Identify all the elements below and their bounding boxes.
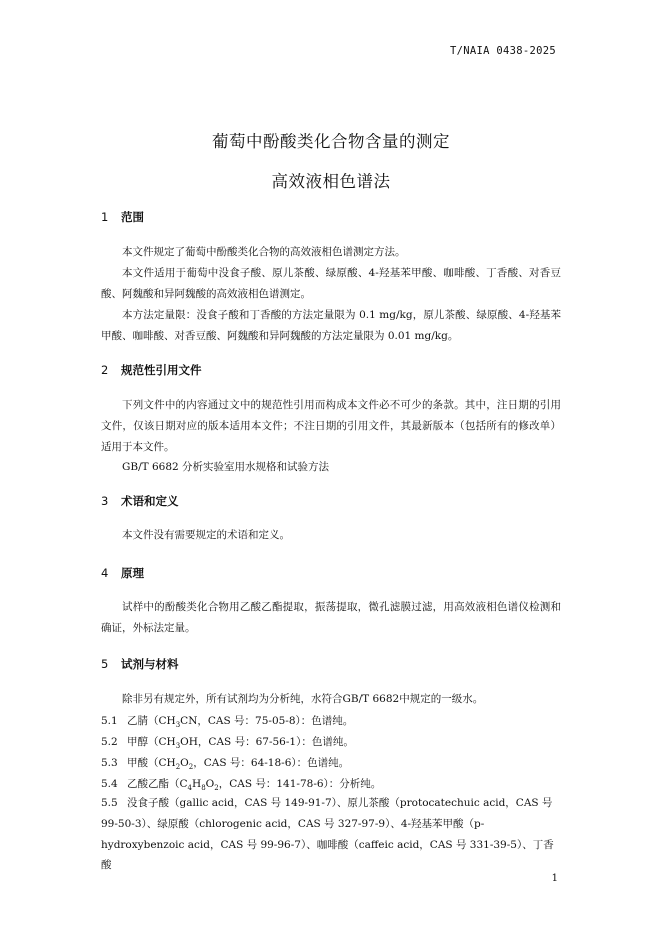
reagent-item: 5.4 乙酸乙酯（$C_4H_8O_2$，CAS 号：141-78-6）：分析纯。 [101,778,382,793]
paragraph: 本文件规定了葡萄中酚酸类化合物的高效液相色谱测定方法。 [122,246,406,258]
document-subtitle: 高效液相色谱法 [271,172,391,191]
standard-code: T/NAIA 0438-2025 [450,45,556,57]
reference-item: GB/T 6682 分析实验室用水规格和试验方法 [122,461,330,473]
paragraph: 除非另有规定外，所有试剂均为分析纯，水符合GB/T 6682中规定的一级水。 [122,693,484,705]
section-heading-5: 5 试剂与材料 [101,657,179,671]
paragraph: 本文件没有需要规定的术语和定义。 [122,529,290,541]
paragraph: 本文件适用于葡萄中没食子酸、原儿茶酸、绿原酸、4-羟基苯甲酸、咖啡酸、丁香酸、对香豆酸、阿魏酸和异阿魏酸的高效液相色谱测定。 [101,267,561,300]
paragraph: 下列文件中的内容通过文中的规范性引用而构成本文件必不可少的条款。其中，注日期的引用文件，仅该日期对应的版本适用本文件；不注日期的引用文件，其最新版本（包括所有的修改单）适用于本文件。 [101,399,561,453]
reagent-item: 5.2 甲醇（$CH_3OH$，CAS 号：67-56-1）：色谱纯。 [101,736,354,751]
reagent-item: 5.1 乙腈（$CH_3CN$，CAS 号：75-05-8）：色谱纯。 [101,715,354,730]
section-heading-3: 3 术语和定义 [101,494,179,508]
section-heading-1: 1 范围 [101,210,144,224]
page-number: 1 [551,873,558,884]
document-title: 葡萄中酚酸类化合物含量的测定 [212,132,450,151]
paragraph: 本方法定量限：没食子酸和丁香酸的方法定量限为 0.1 mg/kg，原儿茶酸、绿原酸、4-羟基苯甲酸、咖啡酸、对香豆酸、阿魏酸和异阿魏酸的方法定量限为 0.01 mg/kg。 [101,309,561,342]
reagent-item: 5.3 甲酸（$CH_2O_2$，CAS 号：64-18-6）：色谱纯。 [101,757,350,772]
reagent-item-standards: 5.5 没食子酸（gallic acid，CAS 号 149-91-7）、原儿茶酸（protocatechuic acid，CAS 号 99-50-3）、绿原酸（chlorogenic acid，CAS 号 327-97-9）、4-羟基苯甲酸（p-hydroxybenzoic acid，CAS 号 99-96-7）、咖啡酸（caffeic acid，CAS 号 331-39-5）、丁香酸 [101,797,554,872]
section-heading-2: 2 规范性引用文件 [101,363,202,377]
section-heading-4: 4 原理 [101,566,144,580]
paragraph: 试样中的酚酸类化合物用乙酸乙酯提取，振荡提取，微孔滤膜过滤，用高效液相色谱仪检测和确证，外标法定量。 [101,601,561,634]
